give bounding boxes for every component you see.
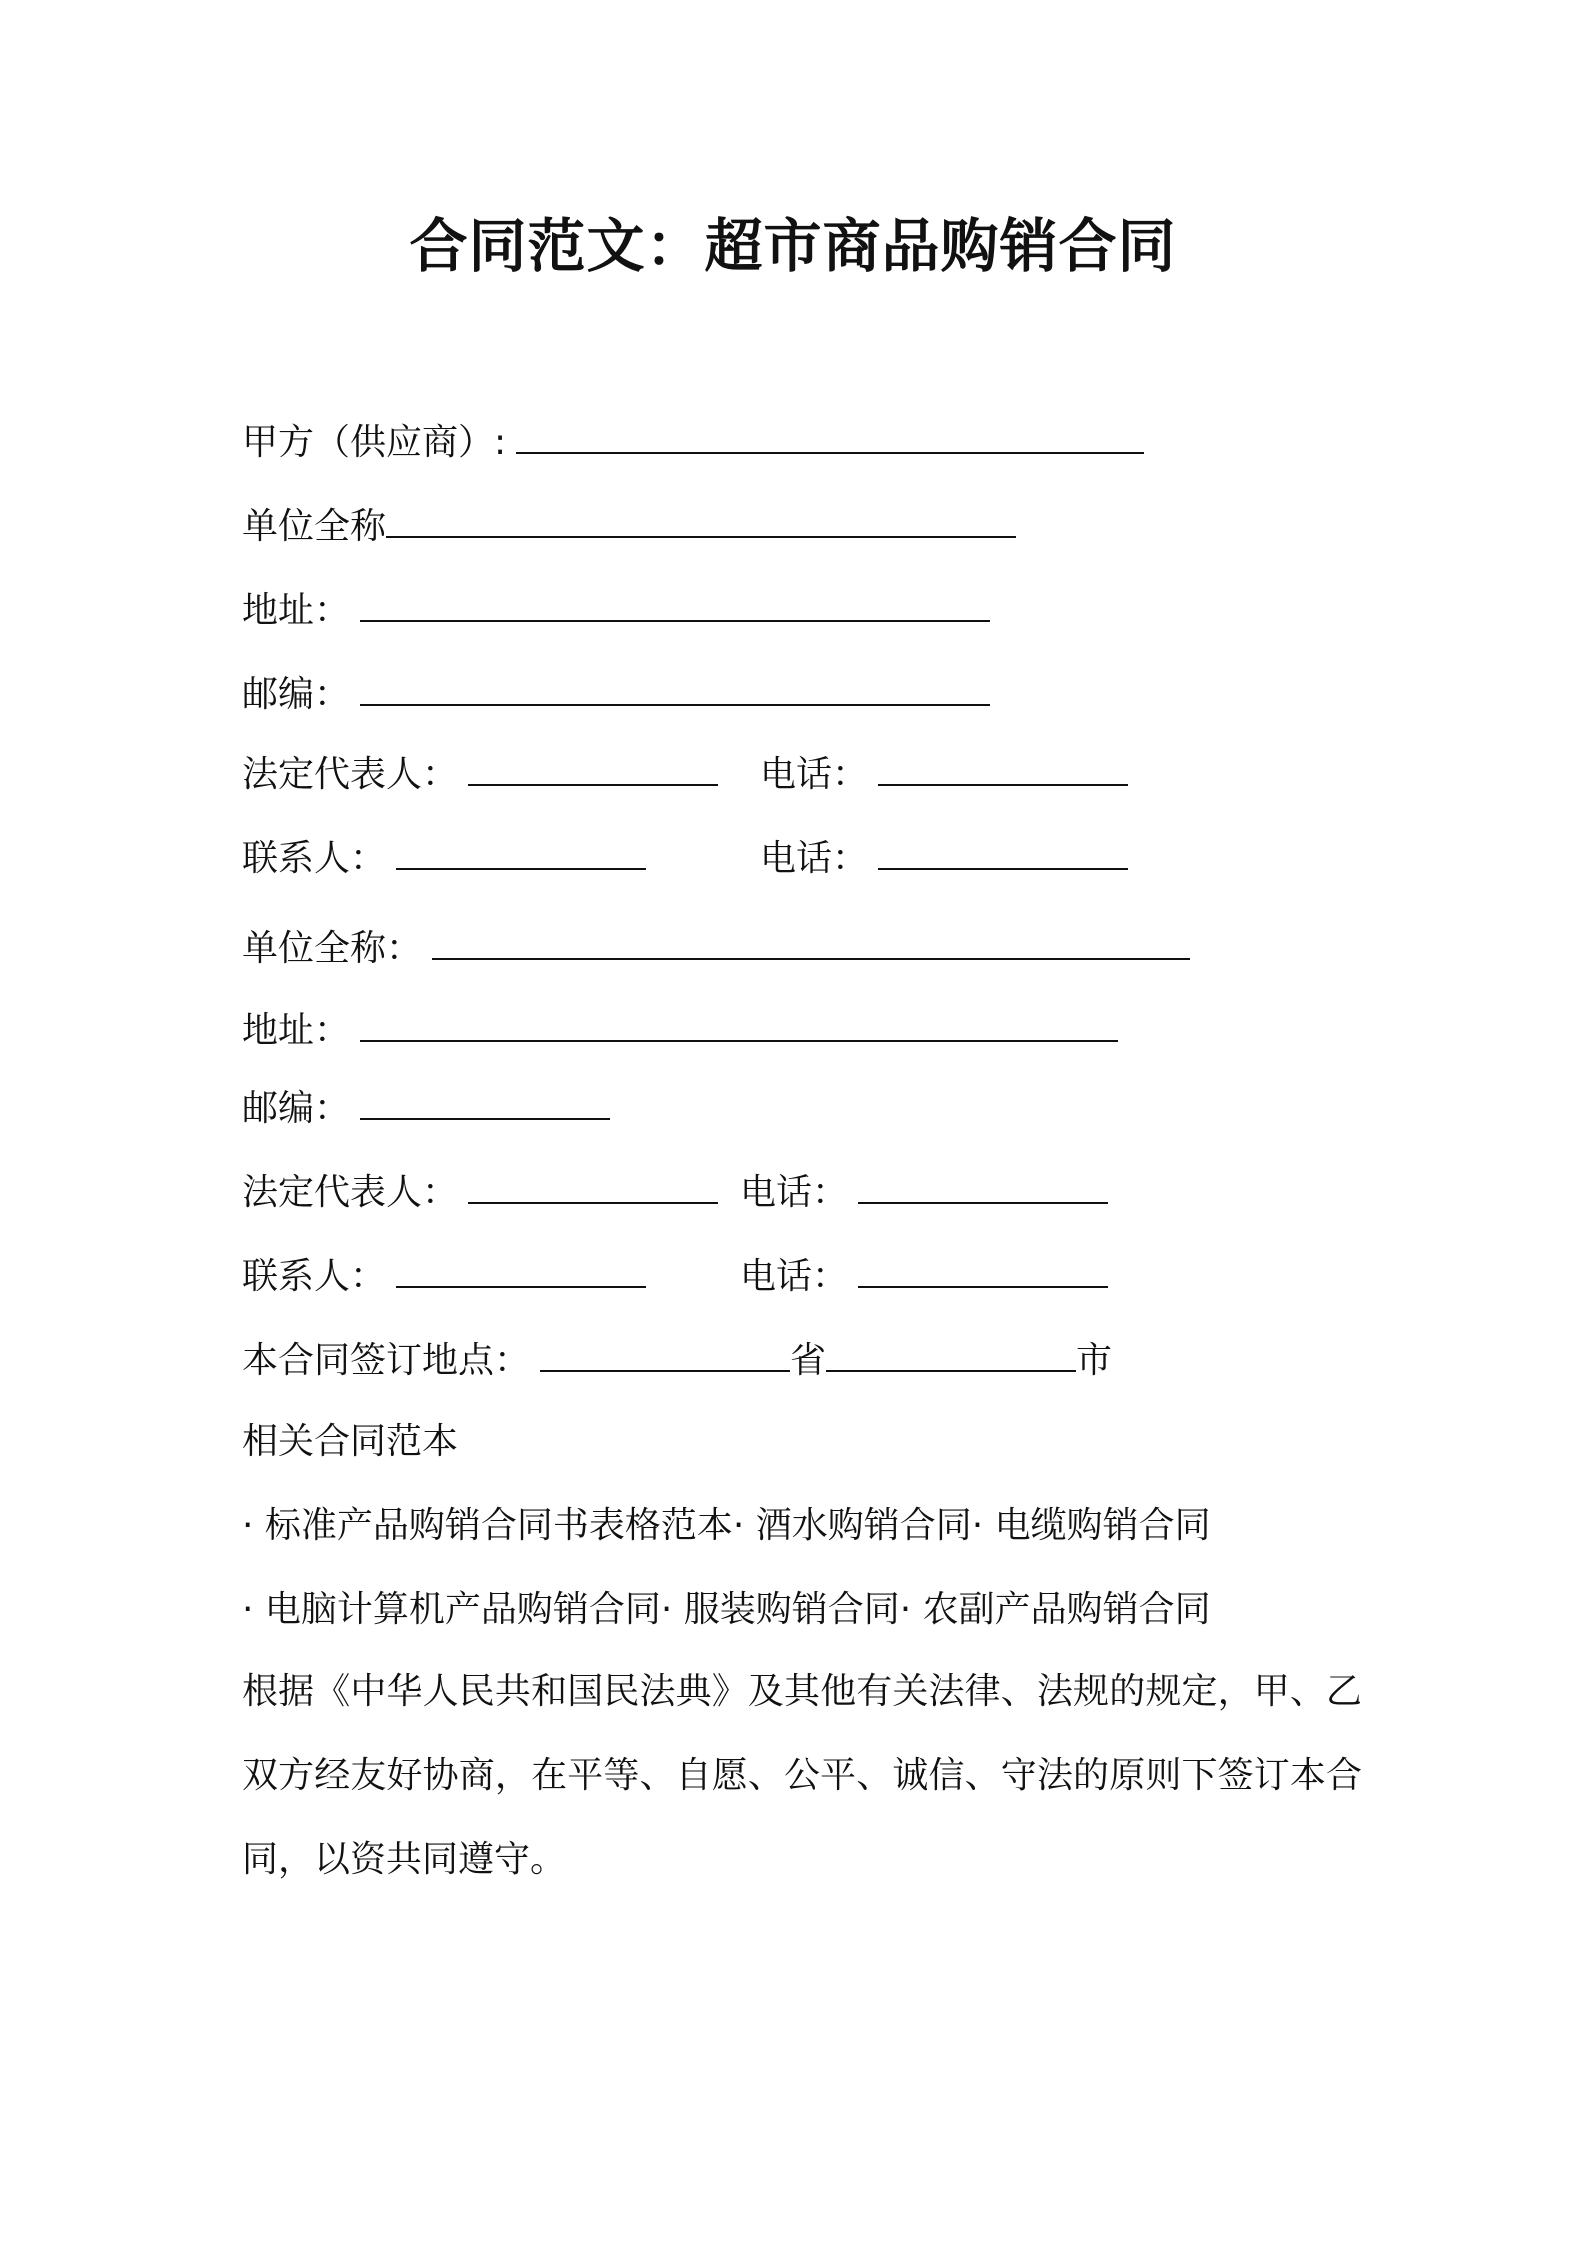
party-b-full-name-label: 单位全称： bbox=[242, 928, 423, 969]
party-b-address-row bbox=[242, 1002, 1118, 1058]
signing-province-suffix: 省 bbox=[790, 1340, 827, 1381]
signing-city-suffix: 市 bbox=[1076, 1340, 1113, 1381]
party-a-phone-2-blank[interactable] bbox=[878, 830, 1128, 870]
party-a-phone-1-blank[interactable] bbox=[878, 746, 1128, 786]
party-b-address-blank[interactable] bbox=[360, 1002, 1118, 1042]
party-b-phone-1-label: 电话： bbox=[740, 1172, 849, 1213]
related-links-line-2[interactable]: · 电脑计算机产品购销合同· 服装购销合同· 农副产品购销合同 bbox=[242, 1589, 1211, 1630]
party-a-phone-2-label: 电话： bbox=[760, 838, 869, 879]
party-b-postcode-row bbox=[242, 1080, 610, 1136]
signing-place-label: 本合同签订地点： bbox=[242, 1340, 531, 1381]
party-a-full-name-blank[interactable] bbox=[386, 498, 1016, 538]
party-b-address-label: 地址： bbox=[242, 1010, 351, 1051]
party-a-phone-1-group bbox=[760, 746, 1128, 802]
party-a-postcode-blank[interactable] bbox=[360, 666, 990, 706]
party-b-legal-rep-label: 法定代表人： bbox=[242, 1172, 459, 1213]
party-b-postcode-label: 邮编： bbox=[242, 1088, 351, 1129]
party-a-legal-rep-label: 法定代表人： bbox=[242, 754, 459, 795]
party-b-phone-1-group bbox=[740, 1164, 1108, 1220]
related-links-line-1[interactable]: · 标准产品购销合同书表格范本· 酒水购销合同· 电缆购销合同 bbox=[242, 1505, 1211, 1546]
party-a-phone-2-group bbox=[760, 830, 1128, 886]
party-a-address-label: 地址： bbox=[242, 590, 351, 631]
party-a-row bbox=[242, 414, 1144, 470]
party-a-blank[interactable] bbox=[516, 414, 1144, 454]
party-a-label: 甲方（供应商）: bbox=[242, 422, 507, 463]
party-a-full-name-label: 单位全称 bbox=[242, 506, 387, 547]
party-b-full-name-row bbox=[242, 920, 1190, 976]
party-a-contact-label: 联系人： bbox=[242, 838, 387, 879]
signing-city-blank[interactable] bbox=[826, 1332, 1076, 1372]
party-b-full-name-blank[interactable] bbox=[432, 920, 1190, 960]
party-b-postcode-blank[interactable] bbox=[360, 1080, 610, 1120]
signing-place-row bbox=[242, 1332, 1112, 1388]
party-a-address-blank[interactable] bbox=[360, 582, 990, 622]
signing-province-blank[interactable] bbox=[540, 1332, 790, 1372]
party-b-phone-2-blank[interactable] bbox=[858, 1248, 1108, 1288]
party-b-phone-2-group bbox=[740, 1248, 1108, 1304]
party-a-legal-rep-row bbox=[242, 746, 1142, 802]
party-b-contact-row bbox=[242, 1248, 1142, 1304]
party-a-full-name-row bbox=[242, 498, 1016, 554]
party-a-postcode-label: 邮编： bbox=[242, 674, 351, 715]
party-a-phone-1-label: 电话： bbox=[760, 754, 869, 795]
party-a-contact-blank[interactable] bbox=[396, 830, 646, 870]
party-a-postcode-row bbox=[242, 666, 990, 722]
party-a-contact-row bbox=[242, 830, 1142, 886]
party-b-legal-rep-row bbox=[242, 1164, 1142, 1220]
party-a-address-row bbox=[242, 582, 990, 638]
intro-paragraph: 根据《中华人民共和国民法典》及其他有关法律、法规的规定，甲、乙双方经友好协商，在平等、自愿、公平、诚信、守法的原则下签订本合同，以资共同遵守。 bbox=[242, 1671, 1362, 1880]
party-a-legal-rep-blank[interactable] bbox=[468, 746, 718, 786]
party-b-legal-rep-blank[interactable] bbox=[468, 1164, 718, 1204]
related-heading: 相关合同范本 bbox=[242, 1421, 459, 1462]
party-b-phone-1-blank[interactable] bbox=[858, 1164, 1108, 1204]
party-b-contact-blank[interactable] bbox=[396, 1248, 646, 1288]
party-b-contact-label: 联系人： bbox=[242, 1256, 387, 1297]
party-b-phone-2-label: 电话： bbox=[740, 1256, 849, 1297]
page-title: 合同范文：超市商品购销合同 bbox=[409, 212, 1177, 280]
